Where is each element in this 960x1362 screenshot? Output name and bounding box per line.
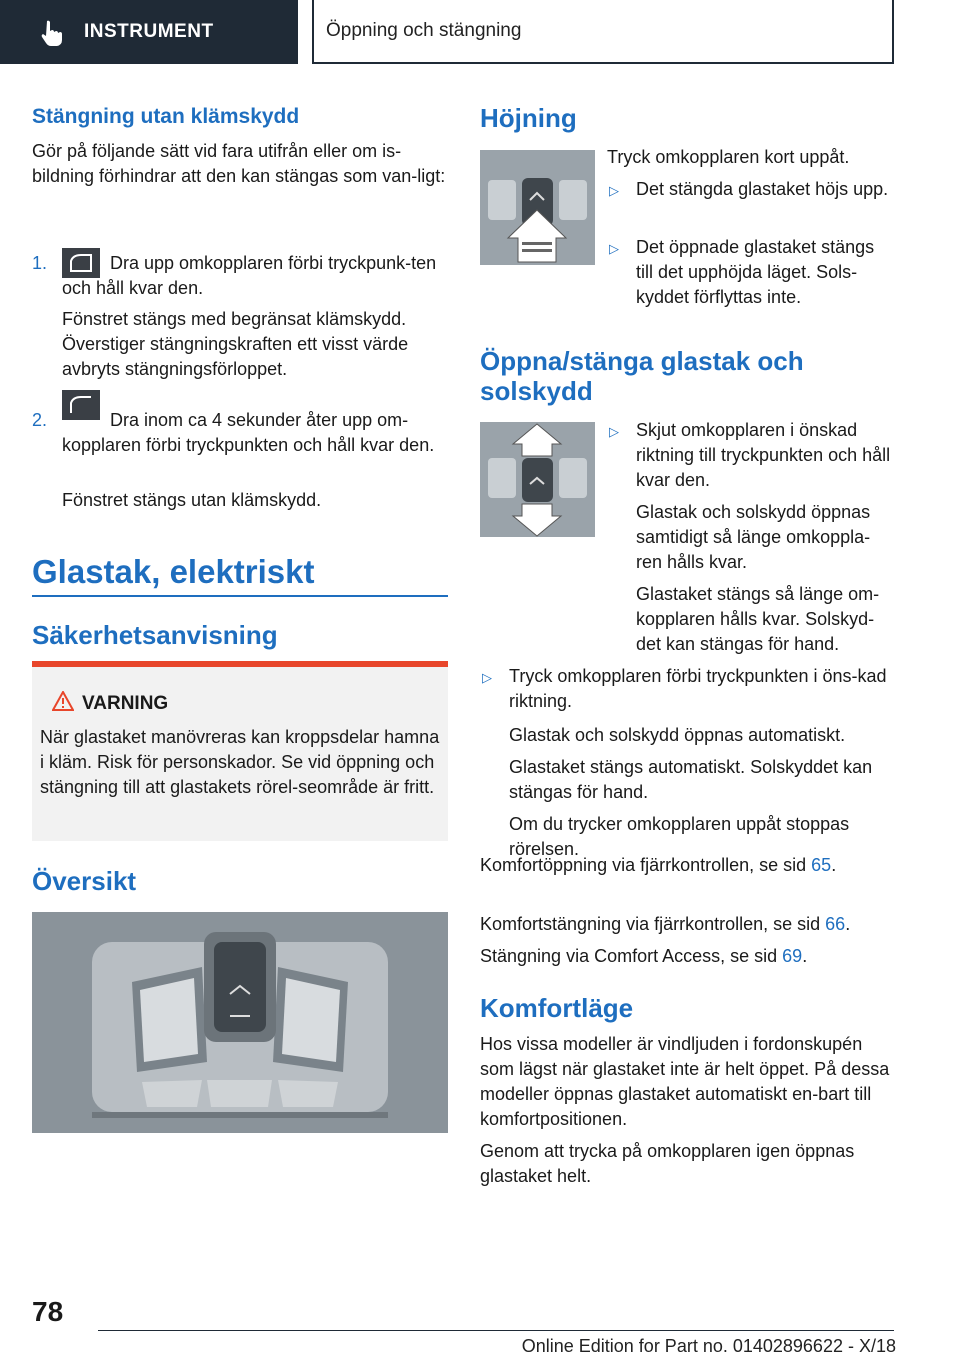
reference-text: Stängning via Comfort Access, se sid — [480, 946, 783, 966]
open-close-b2-note-1: Glastak och solskydd öppnas automatiskt. — [509, 725, 846, 745]
step-1-note: Fönstret stängs med begränsat klämskydd. Överstiger stängningskraften ett visst värde avbryts stängningsförloppet. — [62, 309, 409, 379]
reference-remote-open: Komfortöppning via fjärrkontrollen, se sid 65. — [480, 855, 837, 875]
open-close-note-1: Glastak och solskydd öppnas samtidigt så länge omkoppla-ren hålls kvar. — [636, 502, 871, 572]
triangle-bullet-icon: ▷ — [609, 241, 619, 256]
triangle-bullet-icon: ▷ — [609, 424, 619, 439]
warning-box — [32, 661, 448, 841]
heading-comfort: Komfortläge — [480, 993, 634, 1023]
header-section-tab — [0, 0, 298, 64]
edition-note: Online Edition for Part no. 01402896622 - X/18 — [521, 1336, 896, 1356]
heading-raise: Höjning — [480, 103, 577, 133]
warning-text: När glastaket manövreras kan kroppsdelar hamna i kläm. Risk för personskador. Se vid öppning och stängning till att glastakets rörel-seområde är fritt. — [40, 727, 440, 797]
reference-text: Komfortstängning via fjärrkontrollen, se sid — [480, 914, 826, 934]
raise-bullet-1: Det stängda glastaket höjs upp. — [636, 179, 889, 199]
section-divider — [32, 595, 448, 597]
comfort-paragraph-2: Genom att trycka på omkopplaren igen öppnas glastaket helt. — [480, 1141, 855, 1186]
step-1-text: Dra upp omkopplaren förbi tryckpunk-ten och håll kvar den. — [62, 253, 437, 298]
open-close-note-2: Glastaket stängs så länge om-kopplaren hålls kvar. Solskyd-det kan stängas för hand. — [636, 584, 880, 654]
reference-remote-close: Komfortstängning via fjärrkontrollen, se sid 66. — [480, 914, 851, 934]
page-link-69[interactable]: 69 — [782, 946, 803, 966]
heading-safety: Säkerhetsanvisning — [32, 620, 278, 650]
pointing-hand-icon — [38, 18, 66, 46]
switch-open-close-photo — [480, 422, 595, 537]
reference-text: Komfortöppning via fjärrkontrollen, se sid — [480, 855, 812, 875]
chapter-title: Öppning och stängning — [312, 0, 894, 64]
footer-divider — [98, 1330, 894, 1331]
step-number: 2. — [32, 410, 48, 430]
warning-title: VARNING — [82, 693, 169, 714]
triangle-bullet-icon: ▷ — [609, 183, 619, 198]
step-2-text: Dra inom ca 4 sekunder åter upp om-kopplaren förbi tryckpunkten och håll kvar den. — [62, 410, 435, 455]
comfort-paragraph-1: Hos vissa modeller är vindljuden i fordonskupén som lägst när glastaket inte är helt öppet. På dessa modeller öppnas glastaket automatiskt en-bart till komfortpositionen. — [480, 1034, 890, 1129]
open-close-bullet-1: Skjut omkopplaren i önskad riktning till tryckpunkten och håll kvar den. — [636, 420, 891, 490]
raise-intro: Tryck omkopplaren kort uppåt. — [607, 147, 850, 167]
raise-bullet-2: Det öppnade glastaket stängs till det upphöjda läget. Sols-kyddet förflyttas inte. — [636, 237, 875, 307]
step-number: 1. — [32, 253, 48, 273]
heading-no-pinch: Stängning utan klämskydd — [32, 105, 300, 128]
open-close-bullet-2: Tryck omkopplaren förbi tryckpunkten i öns-kad riktning. — [509, 666, 887, 711]
open-close-b2-note-2: Glastaket stängs automatiskt. Solskyddet kan stängas för hand. — [509, 757, 873, 802]
intro-paragraph: Gör på följande sätt vid fara utifrån eller om is-bildning förhindrar att den kan stängas som van-ligt: — [32, 141, 446, 186]
triangle-bullet-icon: ▷ — [482, 670, 492, 685]
roof-console-photo — [32, 912, 448, 1133]
open-close-b2-note-3: Om du trycker omkopplaren uppåt stoppas rörelsen. — [509, 814, 850, 859]
warning-triangle-icon — [52, 691, 74, 711]
step-2-note: Fönstret stängs utan klämskydd. — [62, 490, 322, 510]
section-label: INSTRUMENT — [84, 21, 214, 42]
heading-glastak: Glastak, elektriskt — [32, 553, 315, 590]
page-number: 78 — [32, 1296, 64, 1327]
switch-raise-photo — [480, 150, 595, 265]
heading-open-close: Öppna/stänga glastak och solskydd — [480, 346, 804, 406]
heading-overview: Översikt — [32, 866, 137, 896]
page-link-66[interactable]: 66 — [825, 914, 846, 934]
page-link-65[interactable]: 65 — [811, 855, 832, 875]
reference-comfort-access: Stängning via Comfort Access, se sid 69. — [480, 946, 808, 966]
